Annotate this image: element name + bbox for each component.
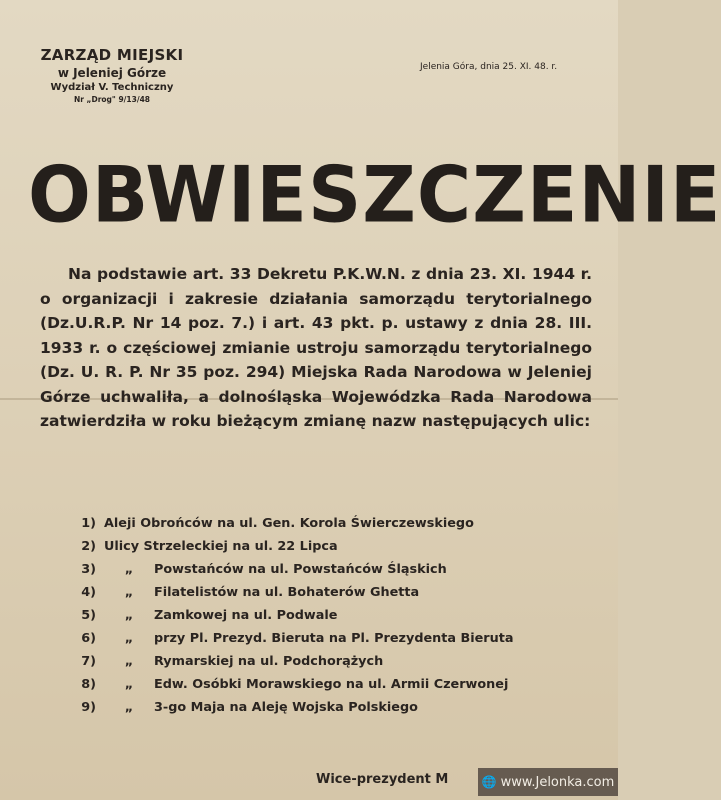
- street-rename-list: [72, 512, 612, 719]
- list-item: [72, 627, 612, 650]
- body-paragraph: Na podstawie art. 33 Dekretu P.K.W.N. z dnia 23. XI. 1944 r. o organizacji i zakresie działania samorządu terytorialnego (Dz.U.R.P. Nr 14 poz. 7.) i art. 43 pkt. p. ustawy z dnia 28. III. 1933 r. o częściowej zmianie ustroju samorządu terytorialnego (Dz. U. R. P. Nr 35 poz. 294) Miejska Rada Narodowa w Jeleniej Górze uchwaliła, a dolnośląska Wojewódzka Rada Narodowa zatwierdziła w roku bieżącym zmianę nazw następujących ulic:: [40, 265, 592, 430]
- issuer-name: ZARZĄD MIEJSKI: [40, 46, 184, 64]
- item-number: 1): [81, 516, 96, 531]
- item-number: 2): [81, 539, 96, 554]
- watermark-text: www.Jelonka.com: [500, 775, 615, 790]
- ditto-mark: „: [124, 608, 134, 623]
- item-number: 8): [81, 677, 96, 692]
- item-number: 4): [81, 585, 96, 600]
- globe-icon: 🌐: [481, 775, 497, 789]
- issuer-reference: Nr „Drog" 9/13/48: [73, 95, 151, 104]
- item-text: Ulicy Strzeleckiej na ul. 22 Lipca: [104, 539, 338, 554]
- item-text: Aleji Obrońców na ul. Gen. Korola Świerczewskiego: [104, 516, 474, 531]
- item-text: Edw. Osóbki Morawskiego na ul. Armii Czerwonej: [154, 677, 509, 692]
- document-title: OBWIESZCZENIE: [28, 149, 721, 241]
- item-text: Rymarskiej na ul. Podchorążych: [154, 654, 384, 669]
- item-number: 7): [81, 654, 96, 669]
- list-item: [72, 558, 612, 581]
- list-item: [72, 512, 612, 535]
- issuer-city: w Jeleniej Górze: [57, 66, 167, 80]
- list-item: [72, 535, 612, 558]
- ditto-mark: „: [124, 654, 134, 669]
- ditto-mark: „: [124, 700, 134, 715]
- item-text: 3-go Maja na Aleję Wojska Polskiego: [154, 700, 418, 715]
- issuer-department: Wydział V. Techniczny: [50, 82, 174, 93]
- item-number: 6): [81, 631, 96, 646]
- signature-line: Wice-prezydent M: [316, 772, 449, 787]
- item-number: 3): [81, 562, 96, 577]
- issuer-header: [22, 46, 202, 105]
- list-item: [72, 650, 612, 673]
- ditto-mark: „: [124, 631, 134, 646]
- list-item: [72, 696, 612, 719]
- ditto-mark: „: [124, 677, 134, 692]
- item-number: 5): [81, 608, 96, 623]
- list-item: [72, 581, 612, 604]
- list-item: [72, 673, 612, 696]
- item-number: 9): [81, 700, 96, 715]
- ditto-mark: „: [124, 585, 134, 600]
- item-text: Powstańców na ul. Powstańców Śląskich: [154, 562, 447, 577]
- watermark[interactable]: [478, 768, 618, 796]
- list-item: [72, 604, 612, 627]
- item-text: Zamkowej na ul. Podwale: [154, 608, 338, 623]
- item-text: Filatelistów na ul. Bohaterów Ghetta: [154, 585, 420, 600]
- dateline: Jelenia Góra, dnia 25. XI. 48. r.: [420, 62, 558, 72]
- ditto-mark: „: [124, 562, 134, 577]
- item-text: przy Pl. Prezyd. Bieruta na Pl. Prezydenta Bieruta: [154, 631, 514, 646]
